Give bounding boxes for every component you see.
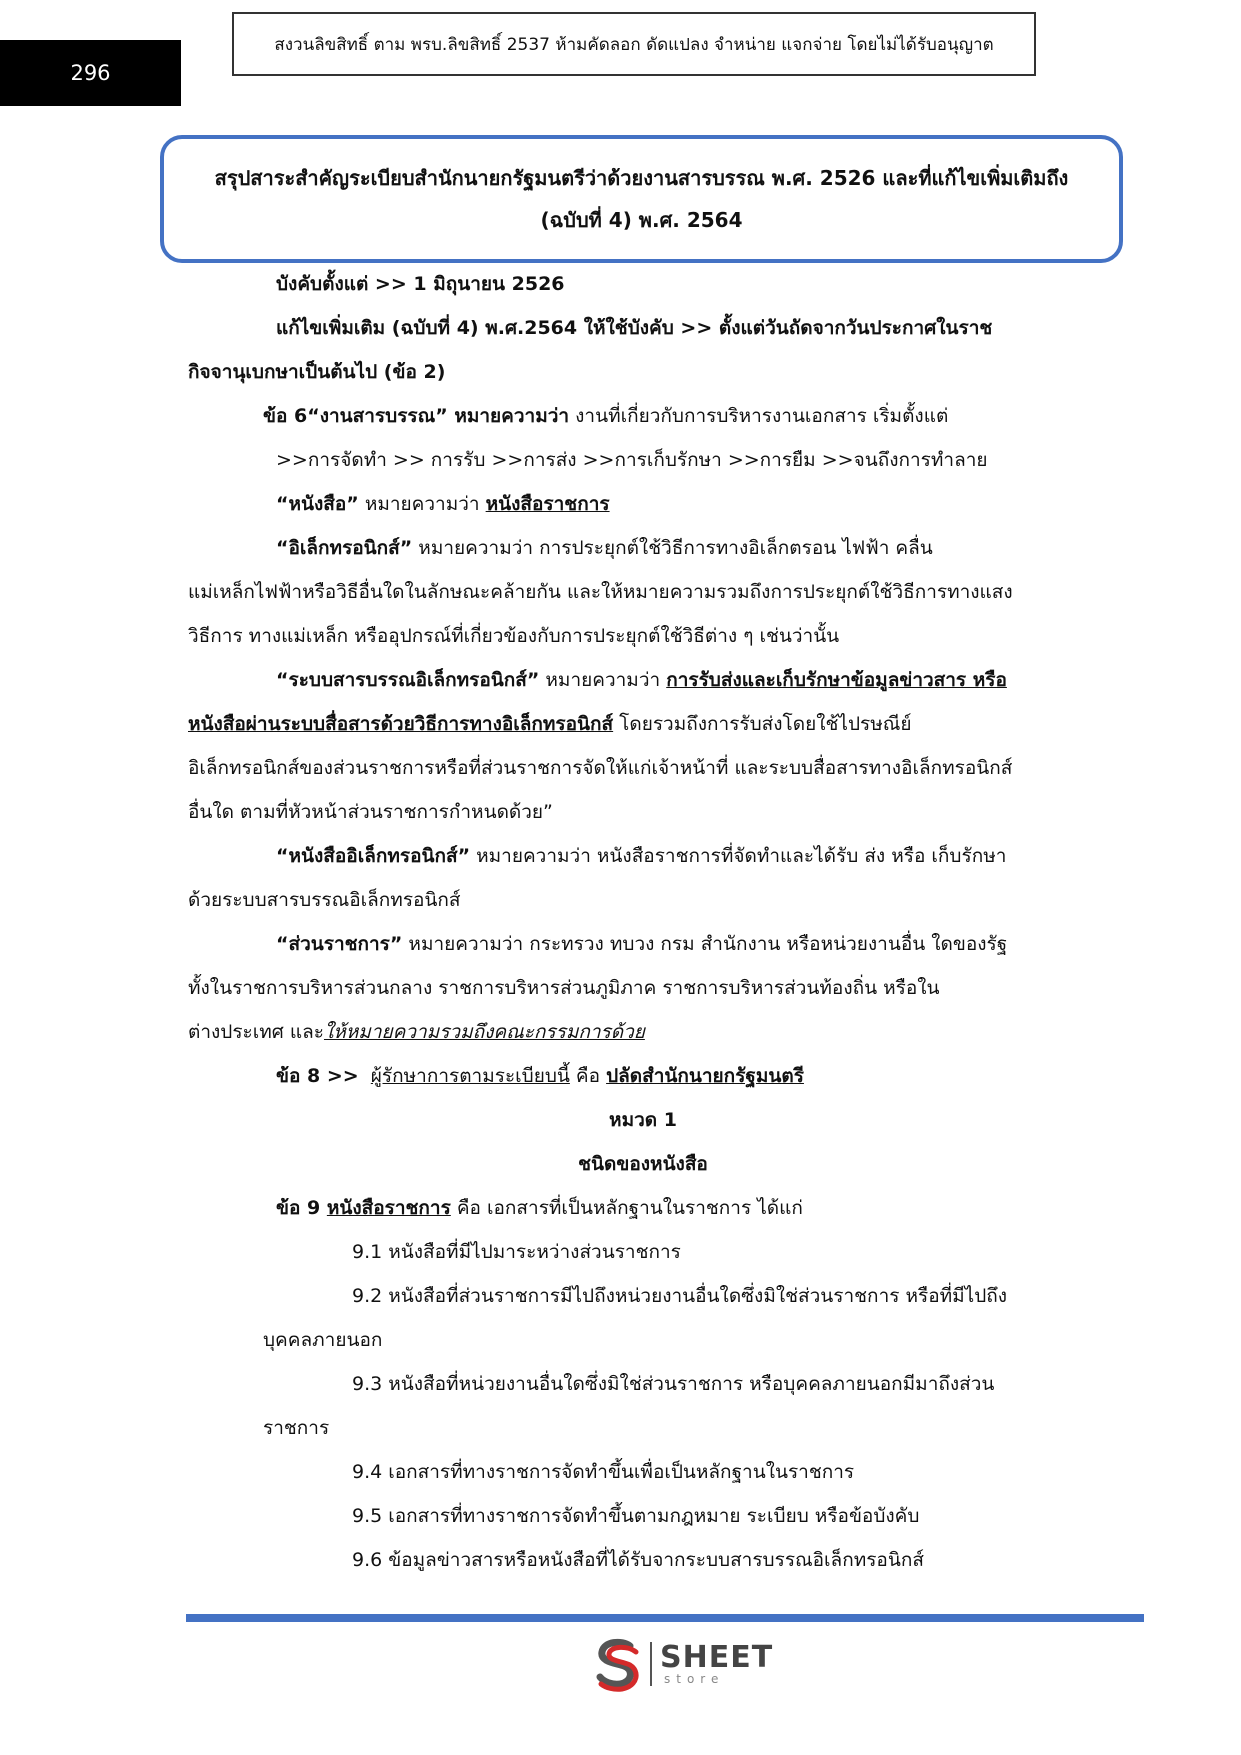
definition-electronic-line-1 <box>188 526 1098 570</box>
definition-electronic-line-3: วิธีการ ทางแม่เหล็ก หรืออุปกรณ์ที่เกี่ยวข้องกับการประยุกต์ใช้วิธีต่าง ๆ เช่นว่านั้น <box>188 625 840 647</box>
logo-separator <box>650 1642 652 1686</box>
list-item: 9.6 ข้อมูลข่าวสารหรือหนังสือที่ได้รับจากระบบสารบรรณอิเล็กทรอนิกส์ <box>352 1549 924 1571</box>
article-9 <box>188 1186 1098 1230</box>
list-item-continuation: ราชการ <box>263 1417 330 1439</box>
article-6-steps: >>การจัดทำ >> การรับ >>การส่ง >>การเก็บรักษา >>การยืม >>จนถึงการทำลาย <box>276 449 988 471</box>
definition-esystem-line-3: อิเล็กทรอนิกส์ของส่วนราชการหรือที่ส่วนราชการจัดให้แก่เจ้าหน้าที่ และระบบสื่อสารทางอิเล็กทรอนิกส์ <box>188 757 1013 779</box>
definition-edoc-line-2: ด้วยระบบสารบรรณอิเล็กทรอนิกส์ <box>188 889 461 911</box>
logo-main-text: SHEET <box>660 1640 774 1675</box>
definition-document-term: “หนังสือ” <box>276 493 359 515</box>
definition-agency-text-3: ต่างประเทศ และ <box>188 1021 324 1043</box>
definition-edoc-text: หมายความว่า หนังสือราชการที่จัดทำและได้รับ ส่ง หรือ เก็บรักษา <box>470 845 1007 867</box>
footer-divider <box>186 1614 1144 1622</box>
definition-edoc-term: “หนังสืออิเล็กทรอนิกส์” <box>276 845 471 867</box>
article-6-text: งานที่เกี่ยวกับการบริหารงานเอกสาร เริ่มตั้งแต่ <box>569 405 949 427</box>
definition-agency-line-1 <box>188 922 1098 966</box>
definition-agency-line-3 <box>188 1010 1098 1054</box>
article-8-caretaker: ผู้รักษาการตามระเบียบนี้ <box>370 1065 570 1087</box>
chapter-name: ชนิดของหนังสือ <box>578 1153 708 1175</box>
definition-document-value: หนังสือราชการ <box>485 493 610 515</box>
copyright-notice: สงวนลิขสิทธิ์ ตาม พรบ.ลิขสิทธิ์ 2537 ห้ามคัดลอก ดัดแปลง จำหน่าย แจกจ่าย โดยไม่ได้รับอนุญาต <box>232 12 1036 76</box>
amendment-line-2: กิจจานุเบกษาเป็นต้นไป (ข้อ 2) <box>188 361 446 383</box>
list-item-continuation: บุคคลภายนอก <box>263 1329 383 1351</box>
page-number: 296 <box>0 40 181 106</box>
definition-document-means: หมายความว่า <box>358 493 486 515</box>
list-item: 9.2 หนังสือที่ส่วนราชการมีไปถึงหน่วยงานอื่นใดซึ่งมิใช่ส่วนราชการ หรือที่มีไปถึง <box>352 1285 1008 1307</box>
sheet-store-s-icon <box>592 1636 644 1692</box>
article-6 <box>188 394 1098 438</box>
list-item: 9.4 เอกสารที่ทางราชการจัดทำขึ้นเพื่อเป็นหลักฐานในราชการ <box>352 1461 855 1483</box>
definition-esystem-line-4: อื่นใด ตามที่หัวหน้าส่วนราชการกำหนดด้วย” <box>188 801 553 823</box>
title-box <box>160 135 1123 263</box>
sheet-store-logo <box>592 1636 773 1692</box>
definition-esystem-text: โดยรวมถึงการรับส่งโดยใช้ไปรษณีย์ <box>613 713 912 735</box>
article-9-term: หนังสือราชการ <box>326 1197 451 1219</box>
chapter-number: หมวด 1 <box>609 1109 677 1131</box>
definition-edoc-line-1 <box>188 834 1098 878</box>
definition-electronic-line-2: แม่เหล็กไฟฟ้าหรือวิธีอื่นใดในลักษณะคล้ายกัน และให้หมายความรวมถึงการประยุกต์ใช้วิธีการทางแสง <box>188 581 1013 603</box>
definition-esystem-means: หมายความว่า <box>539 669 667 691</box>
definition-esystem-line-1 <box>188 658 1098 702</box>
definition-agency-term: “ส่วนราชการ” <box>276 933 403 955</box>
definition-esystem-underline-2: หนังสือผ่านระบบสื่อสารด้วยวิธีการทางอิเล็กทรอนิกส์ <box>188 713 614 735</box>
definition-agency-line-2: ทั้งในราชการบริหารส่วนกลาง ราชการบริหารส่วนภูมิภาค ราชการบริหารส่วนท้องถิ่น หรือใน <box>188 977 940 999</box>
article-9-lead: ข้อ 9 <box>276 1197 327 1219</box>
definition-esystem-underline-1: การรับส่งและเก็บรักษาข้อมูลข่าวสาร หรือ <box>666 669 1007 691</box>
definition-esystem-term: “ระบบสารบรรณอิเล็กทรอนิกส์” <box>276 669 540 691</box>
definition-agency-committee: ให้หมายความรวมถึงคณะกรรมการด้วย <box>323 1021 645 1043</box>
logo-sub-text: store <box>664 1672 725 1686</box>
title-line-2: (ฉบับที่ 4) พ.ศ. 2564 <box>540 208 743 232</box>
article-9-text: คือ เอกสารที่เป็นหลักฐานในราชการ ได้แก่ <box>450 1197 803 1219</box>
logo-text <box>660 1640 774 1686</box>
article-8-lead: ข้อ 8 >> <box>276 1065 359 1087</box>
article-8 <box>188 1054 1098 1098</box>
article-6-lead: ข้อ 6“งานสารบรรณ” หมายความว่า <box>263 405 570 427</box>
effective-date: บังคับตั้งแต่ >> 1 มิถุนายน 2526 <box>276 273 565 295</box>
definition-electronic-term: “อิเล็กทรอนิกส์” <box>276 537 413 559</box>
article-8-official: ปลัดสำนักนายกรัฐมนตรี <box>606 1065 804 1087</box>
definition-electronic-text: หมายความว่า การประยุกต์ใช้วิธีการทางอิเล็กตรอน ไฟฟ้า คลื่น <box>412 537 933 559</box>
article-8-mid: คือ <box>569 1065 607 1087</box>
definition-agency-text: หมายความว่า กระทรวง ทบวง กรม สำนักงาน หรือหน่วยงานอื่น ใดของรัฐ <box>402 933 1008 955</box>
amendment-line-1: แก้ไขเพิ่มเติม (ฉบับที่ 4) พ.ศ.2564 ให้ใช้บังคับ >> ตั้งแต่วันถัดจากวันประกาศในราช <box>276 317 993 339</box>
list-item: 9.5 เอกสารที่ทางราชการจัดทำขึ้นตามกฎหมาย ระเบียบ หรือข้อบังคับ <box>352 1505 920 1527</box>
document-body <box>188 262 1098 1582</box>
definition-document <box>188 482 1098 526</box>
list-item: 9.3 หนังสือที่หน่วยงานอื่นใดซึ่งมิใช่ส่วนราชการ หรือบุคคลภายนอกมีมาถึงส่วน <box>352 1373 995 1395</box>
title-line-1: สรุปสาระสำคัญระเบียบสำนักนายกรัฐมนตรีว่าด้วยงานสารบรรณ พ.ศ. 2526 และที่แก้ไขเพิ่มเติมถึง <box>214 166 1069 190</box>
definition-esystem-line-2 <box>188 702 1098 746</box>
list-item: 9.1 หนังสือที่มีไปมาระหว่างส่วนราชการ <box>352 1241 681 1263</box>
